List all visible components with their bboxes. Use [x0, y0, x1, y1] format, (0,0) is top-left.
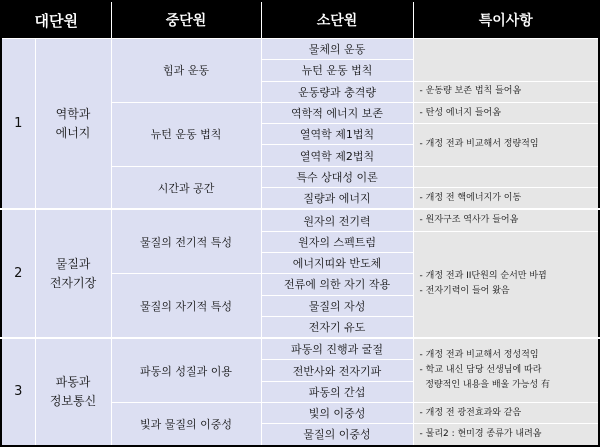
unit-number: 2 [1, 209, 35, 338]
mid-unit: 파동의 성질과 이용 [111, 338, 261, 402]
note: - 탄성 에너지 들어옴 [413, 102, 599, 123]
note: - 개정 전 광전효과와 같음 [413, 403, 599, 424]
header-row [1, 1, 599, 39]
note: - 운동량 보존 법칙 들어옴 [413, 81, 599, 102]
note-group [413, 338, 599, 402]
small-unit: 물질의 이중성 [261, 424, 413, 446]
small-unit: 질량과 에너지 [261, 188, 413, 210]
mid-unit: 물질의 전기적 특성 [111, 209, 261, 273]
header-notes: 특이사항 [413, 1, 599, 39]
small-unit: 원자의 스펙트럼 [261, 231, 413, 252]
small-unit: 특수 상대성 이론 [261, 166, 413, 187]
mid-unit: 물질의 자기적 특성 [111, 274, 261, 338]
mid-unit: 빛과 물질의 이중성 [111, 403, 261, 446]
note: - 개정 전과 비교해서 정량적임 [413, 124, 599, 167]
small-unit: 열역학 제2법칙 [261, 145, 413, 166]
note-empty [413, 39, 599, 82]
small-unit: 운동량과 충격량 [261, 81, 413, 102]
small-unit: 빛의 이중성 [261, 403, 413, 424]
note: - 개정 전 핵에너지가 이동 [413, 188, 599, 210]
note-empty [413, 166, 599, 187]
small-unit: 열역학 제1법칙 [261, 124, 413, 145]
mid-unit: 시간과 공간 [111, 166, 261, 209]
note: - 개정 전과 비교해서 정성적임 [419, 350, 539, 361]
note: - 원자구조 역사가 들어옴 [413, 209, 599, 231]
small-unit: 에너지띠와 반도체 [261, 252, 413, 273]
small-unit: 전자기 유도 [261, 316, 413, 338]
small-unit: 파동의 진행과 굴절 [261, 338, 413, 360]
small-unit: 역학적 에너지 보존 [261, 102, 413, 123]
header-small-unit: 소단원 [261, 1, 413, 39]
unit-title: 파동과 정보통신 [35, 338, 111, 445]
small-unit: 전류에 의한 자기 작용 [261, 274, 413, 295]
note: - 전자기력이 들어 왔음 [419, 286, 510, 297]
unit-title: 역학과 에너지 [35, 39, 111, 210]
small-unit: 전반사와 전자기파 [261, 360, 413, 381]
small-unit: 물체의 운동 [261, 39, 413, 60]
small-unit: 원자의 전기력 [261, 209, 413, 231]
small-unit: 뉴턴 운동 법칙 [261, 60, 413, 81]
note-group [413, 231, 599, 338]
note: 정량적인 내용을 배울 가능성 有 [419, 380, 551, 391]
unit-number: 3 [1, 338, 35, 445]
note: - 개정 전과 II단원의 순서만 바뀜 [419, 271, 547, 282]
unit-number: 1 [1, 39, 35, 210]
header-middle-unit: 중단원 [111, 1, 261, 39]
small-unit: 물질의 자성 [261, 295, 413, 316]
header-major-unit: 대단원 [1, 1, 111, 39]
mid-unit: 힘과 운동 [111, 39, 261, 103]
small-unit: 파동의 간섭 [261, 381, 413, 402]
note: - 물리2 : 현미경 종류가 내려옴 [413, 424, 599, 446]
unit-title: 물질과 전자기장 [35, 209, 111, 338]
note: - 학교 내신 담당 선생님에 따라 [419, 365, 542, 376]
mid-unit: 뉴턴 운동 법칙 [111, 102, 261, 166]
